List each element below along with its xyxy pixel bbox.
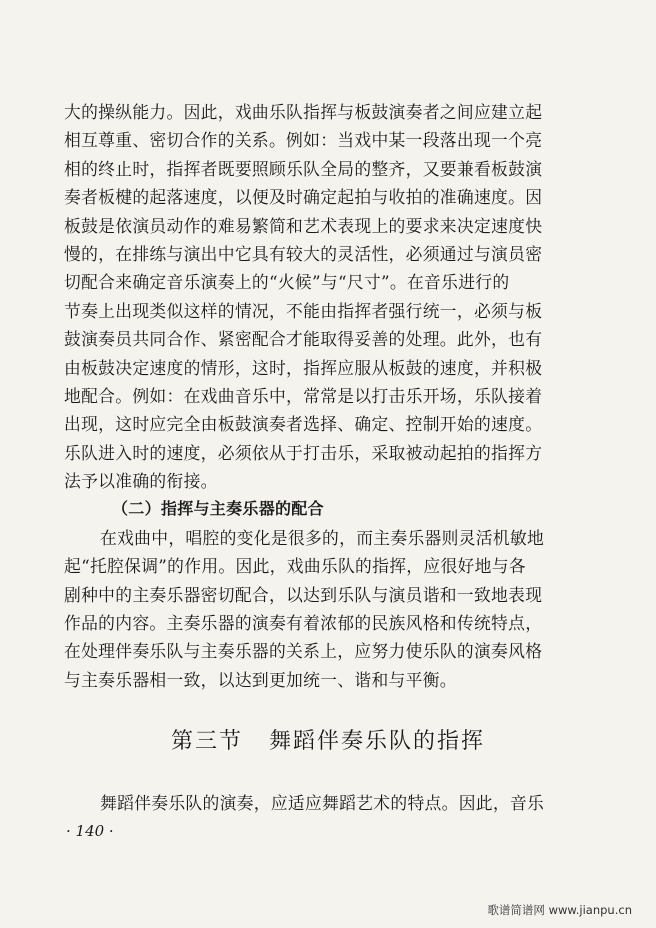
section-title [0, 724, 656, 755]
text-line: 由板鼓决定速度的情形，这时，指挥应服从板鼓的速度，并积极 [64, 357, 543, 378]
text-line: 慢的，在排练与演出中它具有较大的灵活性，必须通过与演员密 [64, 243, 543, 264]
text-line: 乐队进入时的速度，必须依从于打击乐，采取被动起拍的指挥方 [64, 442, 543, 463]
text-line: 大的操纵能力。因此，戏曲乐队指挥与板鼓演奏者之间应建立起 [64, 102, 543, 122]
text-line: 切配合来确定音乐演奏上的“火候”与“尺寸”。在音乐进行的 [64, 272, 510, 293]
text-line: 相的终止时，指挥者既要照顾乐队全局的整齐，又要兼看板鼓演 [64, 158, 543, 179]
subheading: （二）指挥与主奏乐器的配合 [112, 499, 324, 519]
page-number: · 140 · [66, 822, 114, 840]
text-line: 作品的内容。主奏乐器的演奏有着浓郁的民族风格和传统特点， [64, 613, 543, 634]
text-line: 与主奏乐器相一致，以达到更加统一、谐和与平衡。 [64, 669, 457, 690]
text-line: 在处理伴奏乐队与主奏乐器的关系上，应努力使乐队的演奏风格 [64, 641, 543, 662]
text-line: 法予以准确的衔接。 [64, 471, 218, 492]
text-line: 板鼓是依演员动作的难易繁简和艺术表现上的要求来决定速度快 [64, 215, 543, 236]
text-line: 地配合。例如：在戏曲音乐中，常常是以打击乐开场，乐队接着 [64, 385, 543, 406]
text-line: 鼓演奏员共同合作、紧密配合才能取得妥善的处理。此外，也有 [64, 329, 543, 350]
text-line: 相互尊重、密切合作的关系。例如：当戏中某一段落出现一个亮 [64, 130, 543, 151]
text-line: 奏者板楗的起落速度，以便及时确定起拍与收拍的准确速度。因 [64, 187, 543, 208]
watermark: 歌谱简谱网 www.jianpu.cn [487, 903, 632, 917]
body-text [64, 98, 576, 694]
text-line: 出现，这时应完全由板鼓演奏者选择、确定、控制开始的速度。 [64, 414, 543, 435]
text-line: 舞蹈伴奏乐队的演奏，应适应舞蹈艺术的特点。因此，音乐 [100, 793, 545, 813]
section-title-text: 舞蹈伴奏乐队的指挥 [269, 729, 486, 754]
section-number: 第三节 [170, 729, 243, 754]
text-line: 节奏上出现类似这样的情况，不能由指挥者强行统一，必须与板 [64, 300, 543, 321]
text-line: 起“托腔保调”的作用。因此，戏曲乐队的指挥，应很好地与各 [64, 556, 526, 577]
text-line: 剧种中的主奏乐器密切配合，以达到乐队与演员谐和一致地表现 [64, 584, 543, 605]
text-line: 在戏曲中，唱腔的变化是很多的，而主奏乐器则灵活机敏地 [100, 527, 545, 548]
